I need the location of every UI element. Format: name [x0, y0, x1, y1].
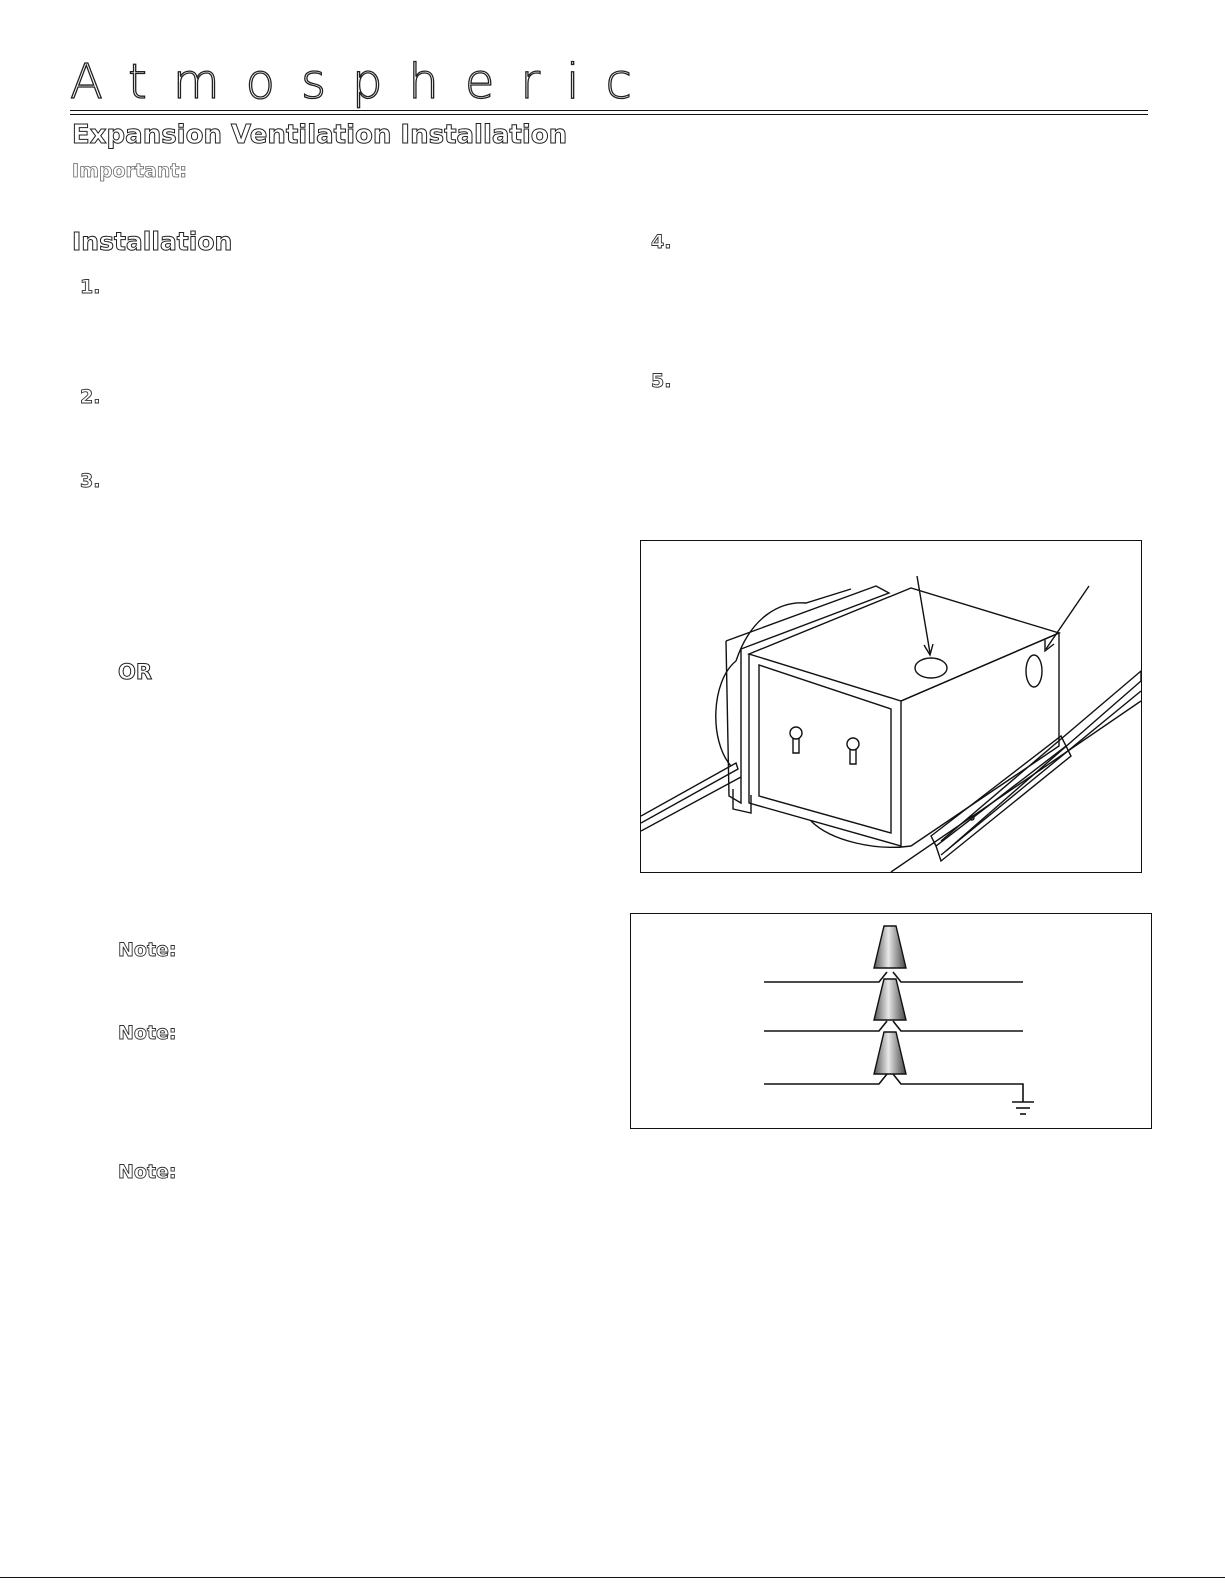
footer-rule: [0, 1577, 1225, 1578]
wire-3: [764, 1074, 887, 1084]
header-rule: [70, 110, 1148, 111]
brand-wordmark: Atmospheric: [70, 54, 658, 110]
or-label: OR: [118, 660, 153, 684]
note-label-3: Note:: [118, 1161, 177, 1183]
wire-nut-2: [874, 979, 906, 1020]
step-number-5: 5.: [651, 370, 672, 392]
housing-figure: [640, 540, 1142, 873]
wire-nut-1: [874, 926, 906, 968]
step-number-1: 1.: [80, 276, 101, 298]
note-label-1: Note:: [118, 939, 177, 961]
wiring-illustration: [631, 914, 1151, 1128]
step-number-3: 3.: [80, 470, 101, 492]
header-rule-secondary: [70, 114, 1148, 115]
wire-1: [764, 972, 887, 982]
housing-illustration: [641, 541, 1141, 872]
note-label-2: Note:: [118, 1022, 177, 1044]
step-number-4: 4.: [651, 231, 672, 253]
wiring-figure: [630, 913, 1152, 1129]
important-label: Important:: [72, 160, 188, 182]
wire-nut-3: [874, 1032, 906, 1074]
installation-heading: Installation: [72, 227, 233, 256]
page-title: Expansion Ventilation Installation: [72, 120, 568, 150]
wire-2: [764, 1021, 887, 1031]
step-number-2: 2.: [80, 386, 101, 408]
